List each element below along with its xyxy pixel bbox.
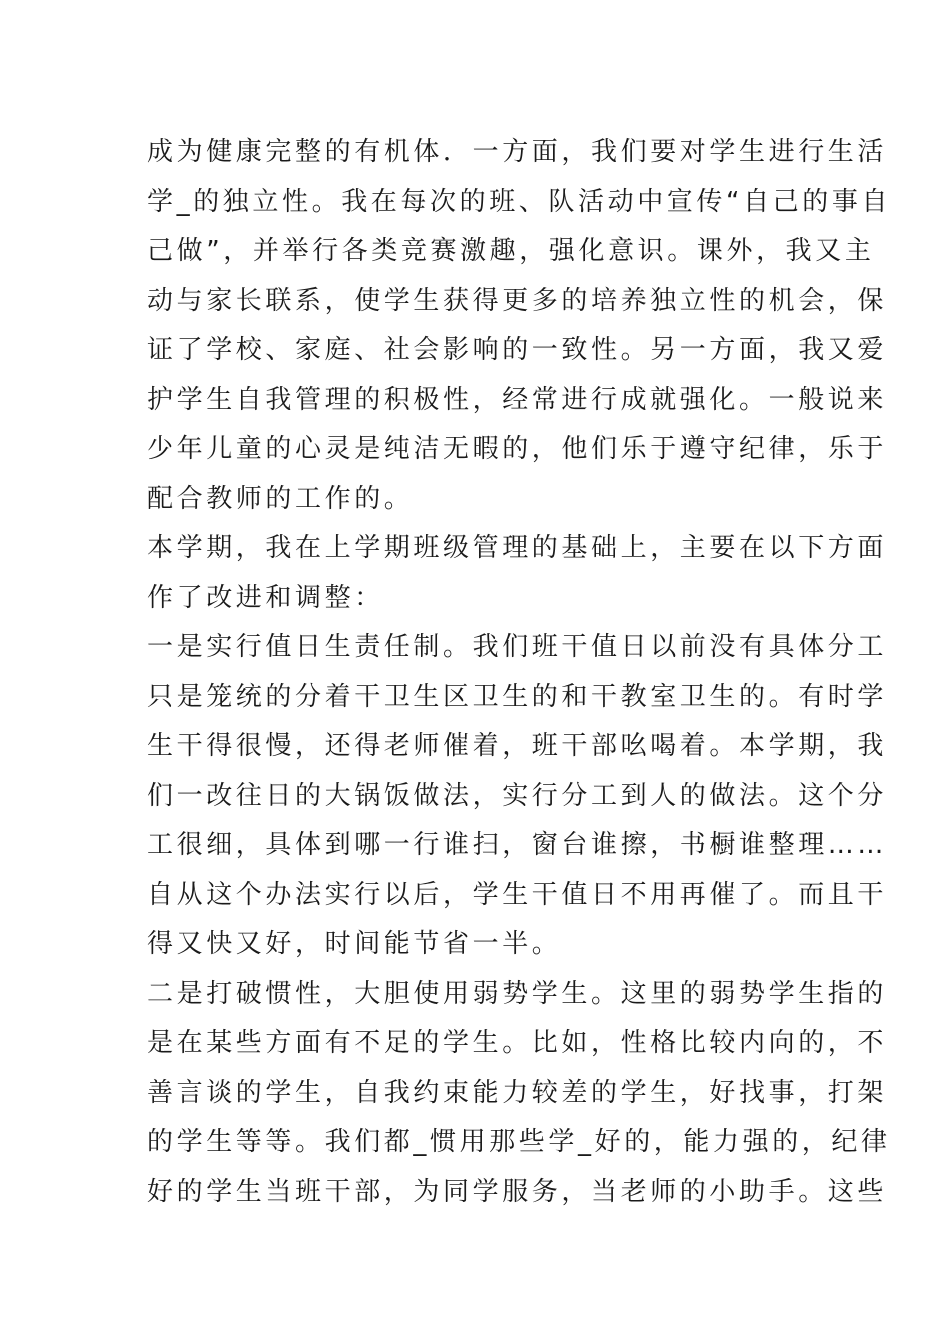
text-line: 二是打破惯性，大胆使用弱势学生。这里的弱势学生指的 [147,978,888,1009]
text-line: 动与家长联系，使学生获得更多的培养独立性的机会，保 [147,285,888,316]
text-line: 只是笼统的分着干卫生区卫生的和干教室卫生的。有时学 [147,681,888,712]
document-body [147,128,892,1217]
text-line: 好的学生当班干部，为同学服务，当老师的小助手。这些 [147,1176,888,1207]
text-line: 们一改往日的大锅饭做法，实行分工到人的做法。这个分 [147,780,888,811]
text-line: 一是实行值日生责任制。我们班干值日以前没有具体分工 [147,632,888,662]
text-line: 作了改进和调整： [147,582,384,613]
text-line: 的学生等等。我们都_惯用那些学_好的，能力强的，纪律 [147,1127,891,1157]
text-line: 成为健康完整的有机体．一方面，我们要对学生进行生活 [147,137,888,167]
text-line: 自从这个办法实行以后，学生干值日不用再催了。而且干 [147,879,888,910]
text-line: 少年儿童的心灵是纯洁无暇的，他们乐于遵守纪律，乐于 [147,434,888,464]
text-line: 生干得很慢，还得老师催着，班干部吆喝着。本学期，我 [147,731,888,761]
text-line: 本学期，我在上学期班级管理的基础上，主要在以下方面 [147,533,888,563]
text-line: 护学生自我管理的积极性，经常进行成就强化。一般说来 [147,384,888,415]
text-line: 得又快又好，时间能节省一半。 [147,929,562,959]
text-line: 配合教师的工作的。 [147,483,414,514]
text-line: 是在某些方面有不足的学生。比如，性格比较内向的，不 [147,1028,888,1058]
text-line: 善言谈的学生，自我约束能力较差的学生，好找事，打架 [147,1077,888,1108]
text-line: 工很细，具体到哪一行谁扫，窗台谁擦，书橱谁整理…… [147,830,888,860]
text-line: 学_的独立性。我在每次的班、队活动中宣传“自己的事自 [147,186,892,217]
text-line: 己做”，并举行各类竞赛激趣，强化意识。课外，我又主 [147,236,875,266]
text-line: 证了学校、家庭、社会影响的一致性。另一方面，我又爱 [147,335,888,365]
